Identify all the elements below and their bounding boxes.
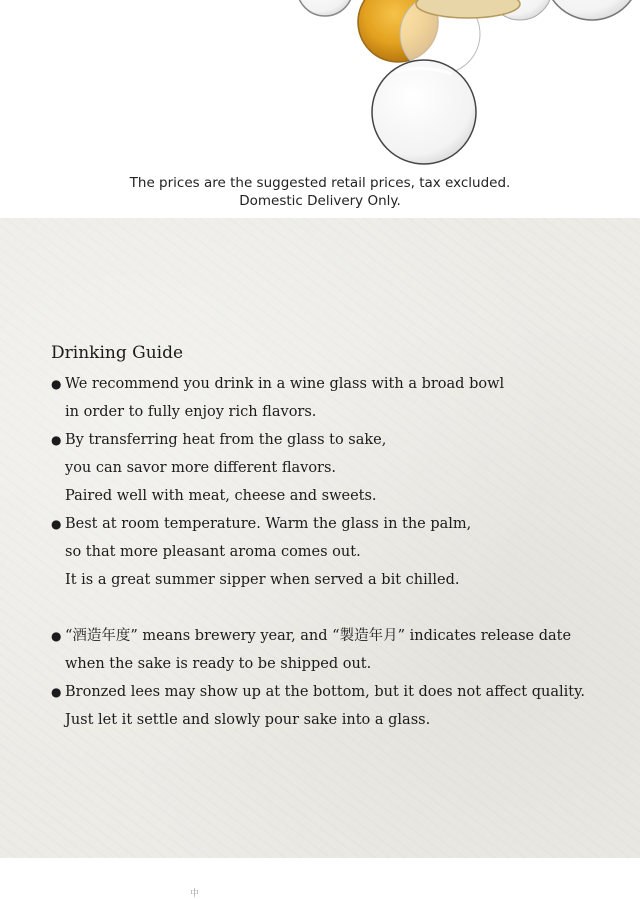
guide-spacer [51, 594, 611, 622]
guide-line: “酒造年度” means brewery year, and “製造年月” indicates release date [65, 628, 572, 644]
guide-line: Just let it settle and slowly pour sake into a glass. [65, 712, 431, 728]
delivery-notice-line: Domestic Delivery Only. [239, 193, 401, 209]
guide-item [51, 370, 611, 426]
product-image-area [0, 0, 640, 218]
guide-line: We recommend you drink in a wine glass with a broad bowl [65, 376, 505, 392]
guide-line: you can savor more different flavors. [65, 460, 337, 476]
guide-item [51, 678, 611, 734]
glass-circle [297, 0, 353, 16]
guide-line: Best at room temperature. Warm the glass in the palm, [65, 516, 472, 532]
bullet-icon: ● [51, 629, 62, 643]
price-notice-line: The prices are the suggested retail prices, tax excluded. [129, 175, 511, 191]
drinking-guide-section [0, 218, 640, 858]
drinking-guide [51, 340, 611, 734]
guide-list [51, 370, 611, 734]
guide-line: so that more pleasant aroma comes out. [65, 544, 361, 560]
guide-line: Paired well with meat, cheese and sweets. [65, 488, 377, 504]
footer [0, 858, 640, 898]
guide-line: Bronzed lees may show up at the bottom, but it does not affect quality. [65, 684, 585, 700]
price-notice [0, 174, 640, 210]
glass-circle [544, 0, 640, 20]
glass-circle [372, 60, 476, 164]
bullet-icon: ● [51, 517, 62, 531]
bullet-icon: ● [51, 377, 62, 391]
guide-item [51, 426, 611, 510]
guide-item [51, 510, 611, 594]
guide-line: It is a great summer sipper when served a bit chilled. [65, 572, 460, 588]
guide-line: By transferring heat from the glass to sake, [65, 432, 387, 448]
guide-title: Drinking Guide [51, 343, 184, 363]
bullet-icon: ● [51, 433, 62, 447]
guide-line: when the sake is ready to be shipped out. [65, 656, 372, 672]
guide-line: in order to fully enjoy rich flavors. [65, 404, 317, 420]
glass-circles-image [0, 0, 640, 170]
guide-item [51, 622, 611, 678]
bullet-icon: ● [51, 685, 62, 699]
footer-glyph: 中 [190, 889, 200, 899]
